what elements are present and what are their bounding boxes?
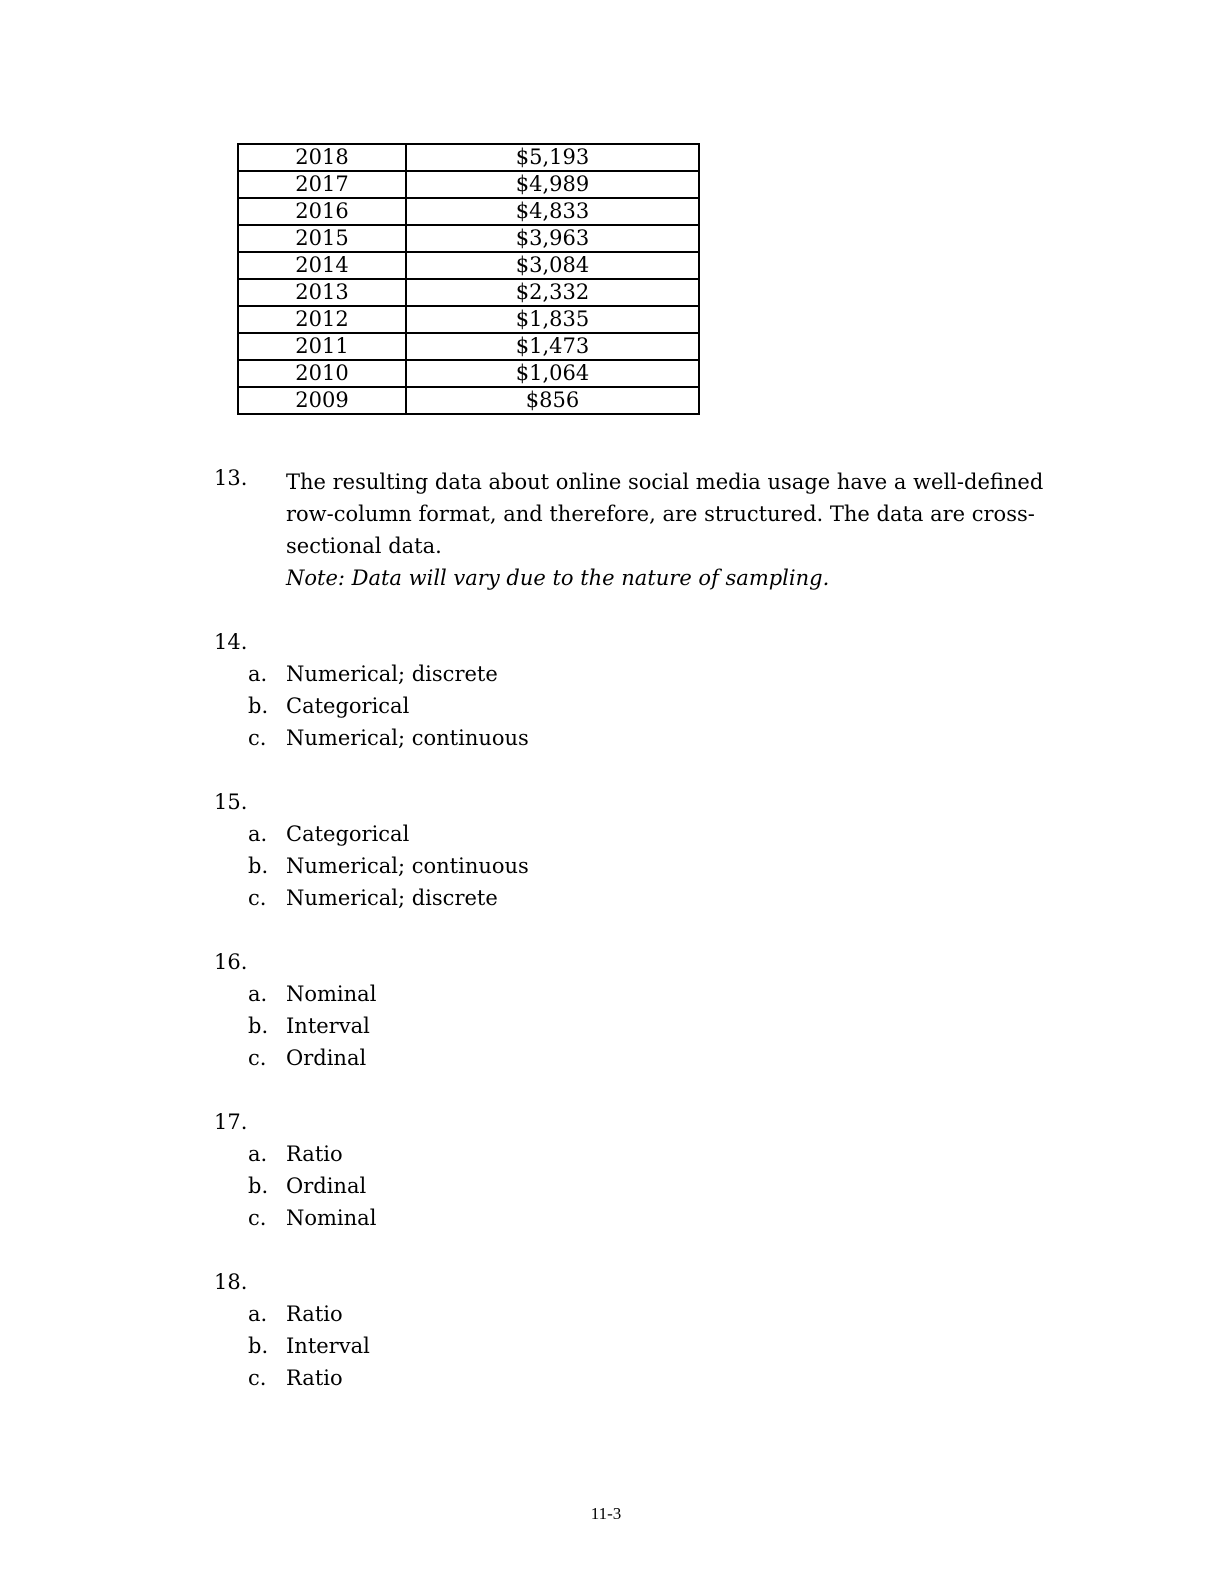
option-letter: c. xyxy=(248,1206,267,1230)
option-text: Categorical xyxy=(286,694,410,718)
option-a xyxy=(214,1138,343,1170)
page-number: 11-3 xyxy=(590,1504,622,1523)
table-row xyxy=(238,198,699,225)
question-13-text: The resulting data about online social media usage have a well-defined row-column format, and therefore, are structured. The data are cross-sectional data. xyxy=(286,470,1044,558)
option-c xyxy=(214,722,529,754)
year-cell: 2015 xyxy=(238,225,406,252)
option-text: Numerical; continuous xyxy=(286,854,529,878)
year-cell: 2011 xyxy=(238,333,406,360)
value-cell: $4,989 xyxy=(406,171,699,198)
table-row xyxy=(238,306,699,333)
option-letter: b. xyxy=(248,694,269,718)
question-13-answer xyxy=(286,466,1076,594)
year-cell: 2014 xyxy=(238,252,406,279)
option-text: Numerical; discrete xyxy=(286,662,498,686)
option-text: Ordinal xyxy=(286,1046,367,1070)
question-number: 15. xyxy=(214,790,248,814)
option-text: Ratio xyxy=(286,1142,343,1166)
option-letter: a. xyxy=(248,662,268,686)
option-text: Numerical; continuous xyxy=(286,726,529,750)
table-row xyxy=(238,360,699,387)
value-cell: $2,332 xyxy=(406,279,699,306)
option-letter: b. xyxy=(248,1334,269,1358)
option-text: Interval xyxy=(286,1334,370,1358)
year-cell: 2012 xyxy=(238,306,406,333)
option-b xyxy=(214,1170,367,1202)
year-cell: 2010 xyxy=(238,360,406,387)
option-letter: c. xyxy=(248,1366,267,1390)
option-letter: a. xyxy=(248,1302,268,1326)
question-number: 18. xyxy=(214,1270,248,1294)
data-table xyxy=(237,143,700,415)
year-cell: 2017 xyxy=(238,171,406,198)
year-cell: 2018 xyxy=(238,144,406,171)
option-text: Nominal xyxy=(286,982,377,1006)
value-cell: $1,064 xyxy=(406,360,699,387)
year-cell: 2016 xyxy=(238,198,406,225)
option-text: Interval xyxy=(286,1014,370,1038)
table-row xyxy=(238,387,699,414)
table-row xyxy=(238,144,699,171)
option-text: Ratio xyxy=(286,1302,343,1326)
value-cell: $3,963 xyxy=(406,225,699,252)
table-row xyxy=(238,279,699,306)
option-letter: b. xyxy=(248,854,269,878)
option-letter: a. xyxy=(248,822,268,846)
question-14 xyxy=(214,626,529,754)
option-a xyxy=(214,1298,343,1330)
question-15 xyxy=(214,786,529,914)
option-b xyxy=(214,1010,370,1042)
option-c xyxy=(214,882,498,914)
option-text: Nominal xyxy=(286,1206,377,1230)
question-number: 17. xyxy=(214,1110,248,1134)
question-18 xyxy=(214,1266,370,1394)
option-b xyxy=(214,850,529,882)
table-row xyxy=(238,225,699,252)
option-text: Ratio xyxy=(286,1366,343,1390)
value-cell: $1,473 xyxy=(406,333,699,360)
option-letter: a. xyxy=(248,982,268,1006)
question-number: 16. xyxy=(214,950,248,974)
option-letter: b. xyxy=(248,1014,269,1038)
option-text: Numerical; discrete xyxy=(286,886,498,910)
option-text: Categorical xyxy=(286,822,410,846)
option-a xyxy=(214,818,410,850)
value-cell: $856 xyxy=(406,387,699,414)
option-letter: c. xyxy=(248,1046,267,1070)
option-letter: c. xyxy=(248,886,267,910)
value-cell: $1,835 xyxy=(406,306,699,333)
table-row xyxy=(238,333,699,360)
question-16 xyxy=(214,946,377,1074)
question-17 xyxy=(214,1106,377,1234)
table-row xyxy=(238,171,699,198)
option-a xyxy=(214,978,377,1010)
option-b xyxy=(214,690,410,722)
year-cell: 2009 xyxy=(238,387,406,414)
option-c xyxy=(214,1362,343,1394)
value-cell: $3,084 xyxy=(406,252,699,279)
option-c xyxy=(214,1202,377,1234)
question-13-number: 13. xyxy=(214,466,248,490)
option-text: Ordinal xyxy=(286,1174,367,1198)
value-cell: $4,833 xyxy=(406,198,699,225)
option-letter: c. xyxy=(248,726,267,750)
option-a xyxy=(214,658,498,690)
question-number: 14. xyxy=(214,630,248,654)
option-b xyxy=(214,1330,370,1362)
table-row xyxy=(238,252,699,279)
question-13-note: Note: Data will vary due to the nature of sampling. xyxy=(286,566,830,590)
year-cell: 2013 xyxy=(238,279,406,306)
value-cell: $5,193 xyxy=(406,144,699,171)
option-letter: a. xyxy=(248,1142,268,1166)
option-c xyxy=(214,1042,367,1074)
option-letter: b. xyxy=(248,1174,269,1198)
